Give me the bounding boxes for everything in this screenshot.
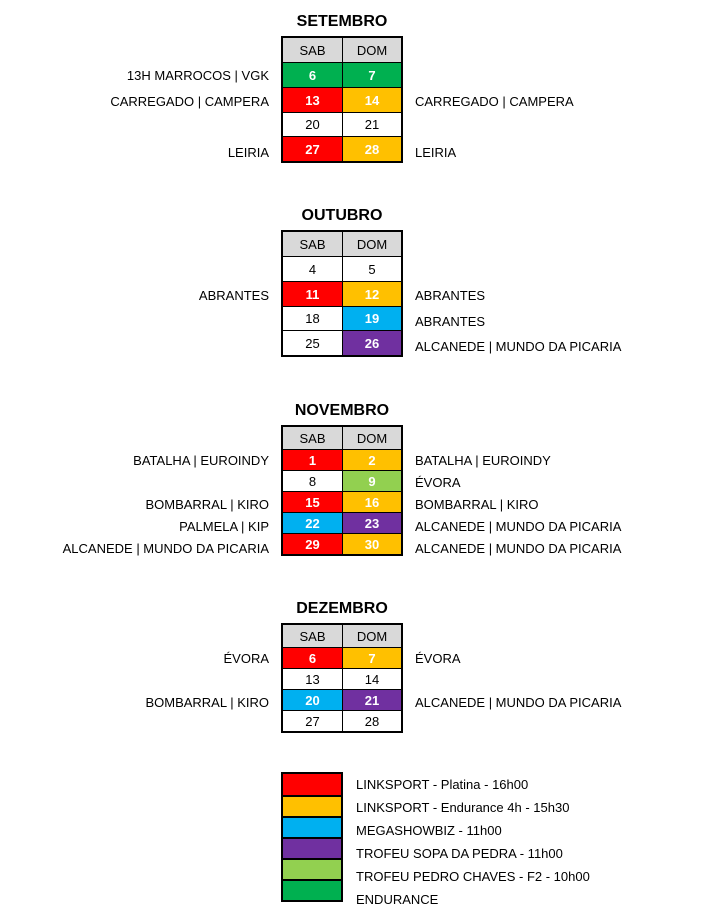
- legend-label: TROFEU PEDRO CHAVES - F2 - 10h00: [356, 869, 590, 884]
- date-row: [283, 491, 401, 512]
- saturday-date-cell: 11: [283, 282, 342, 306]
- legend-swatch-red: [283, 774, 341, 795]
- legend-label: TROFEU SOPA DA PEDRA - 11h00: [356, 846, 563, 861]
- saturday-event-label: BATALHA | EUROINDY: [133, 453, 269, 468]
- month-grid: [281, 623, 403, 733]
- sunday-event-label: ALCANEDE | MUNDO DA PICARIA: [415, 519, 622, 534]
- saturday-event-label: BOMBARRAL | KIRO: [145, 497, 269, 512]
- sunday-date-cell: 14: [342, 88, 401, 112]
- header-dom: DOM: [342, 427, 401, 449]
- legend-label: MEGASHOWBIZ - 11h00: [356, 823, 502, 838]
- legend-swatches: [281, 772, 343, 902]
- saturday-date-cell: 6: [283, 63, 342, 87]
- header-row: [283, 232, 401, 256]
- header-sab: SAB: [283, 625, 342, 647]
- sunday-date-cell: 5: [342, 257, 401, 281]
- sunday-date-cell: 23: [342, 513, 401, 533]
- saturday-event-label: ÉVORA: [223, 651, 269, 666]
- sunday-event-label: ALCANEDE | MUNDO DA PICARIA: [415, 695, 622, 710]
- saturday-event-label: ABRANTES: [198, 288, 269, 303]
- saturday-date-cell: 27: [283, 711, 342, 731]
- date-row: [283, 306, 401, 330]
- saturday-date-cell: 13: [283, 88, 342, 112]
- legend-swatch-orange: [283, 795, 341, 816]
- sunday-date-cell: 9: [342, 471, 401, 491]
- saturday-date-cell: 15: [283, 492, 342, 512]
- legend-label: ENDURANCE: [356, 892, 439, 907]
- date-row: [283, 710, 401, 731]
- header-dom: DOM: [342, 625, 401, 647]
- month-grid: [281, 230, 403, 357]
- legend-label: LINKSPORT - Endurance 4h - 15h30: [356, 800, 570, 815]
- sunday-event-label: ALCANEDE | MUNDO DA PICARIA: [415, 541, 622, 556]
- sunday-date-cell: 21: [342, 690, 401, 710]
- legend-label: LINKSPORT - Platina - 16h00: [356, 777, 529, 792]
- sunday-event-label: ÉVORA: [415, 651, 461, 666]
- saturday-date-cell: 20: [283, 690, 342, 710]
- month-grid: [281, 36, 403, 163]
- saturday-date-cell: 6: [283, 648, 342, 668]
- date-row: [283, 470, 401, 491]
- date-row: [283, 112, 401, 136]
- saturday-event-label: BOMBARRAL | KIRO: [145, 695, 269, 710]
- sunday-event-label: BOMBARRAL | KIRO: [415, 497, 539, 512]
- month-title: NOVEMBRO: [294, 402, 390, 419]
- month-title: OUTUBRO: [301, 207, 383, 224]
- sunday-event-label: CARREGADO | CAMPERA: [415, 94, 574, 109]
- sunday-event-label: ALCANEDE | MUNDO DA PICARIA: [415, 339, 622, 354]
- saturday-date-cell: 25: [283, 331, 342, 355]
- saturday-date-cell: 27: [283, 137, 342, 161]
- date-row: [283, 256, 401, 281]
- saturday-date-cell: 29: [283, 534, 342, 554]
- saturday-event-label: PALMELA | KIP: [179, 519, 269, 534]
- sunday-date-cell: 7: [342, 648, 401, 668]
- sunday-event-label: ABRANTES: [415, 313, 486, 329]
- header-row: [283, 625, 401, 647]
- date-row: [283, 449, 401, 470]
- header-row: [283, 38, 401, 62]
- header-sab: SAB: [283, 38, 342, 62]
- legend-swatch-blue: [283, 816, 341, 837]
- date-row: [283, 689, 401, 710]
- date-row: [283, 647, 401, 668]
- sunday-event-label: LEIRIA: [415, 145, 457, 160]
- header-sab: SAB: [283, 232, 342, 256]
- header-row: [283, 427, 401, 449]
- date-row: [283, 136, 401, 161]
- sunday-date-cell: 7: [342, 63, 401, 87]
- saturday-event-label: 13H MARROCOS | VGK: [126, 68, 269, 83]
- sunday-date-cell: 12: [342, 282, 401, 306]
- legend-swatch-lightgreen: [283, 858, 341, 879]
- saturday-event-label: LEIRIA: [227, 145, 269, 160]
- sunday-event-label: BATALHA | EUROINDY: [415, 453, 551, 468]
- sunday-date-cell: 16: [342, 492, 401, 512]
- date-row: [283, 512, 401, 533]
- saturday-date-cell: 20: [283, 113, 342, 136]
- sunday-date-cell: 2: [342, 450, 401, 470]
- header-dom: DOM: [342, 38, 401, 62]
- date-row: [283, 330, 401, 355]
- legend-swatch-purple: [283, 837, 341, 858]
- saturday-date-cell: 18: [283, 307, 342, 330]
- sunday-date-cell: 26: [342, 331, 401, 355]
- legend-swatch-green: [283, 879, 341, 900]
- date-row: [283, 533, 401, 554]
- saturday-date-cell: 1: [283, 450, 342, 470]
- date-row: [283, 668, 401, 689]
- saturday-date-cell: 4: [283, 257, 342, 281]
- date-row: [283, 281, 401, 306]
- saturday-event-label: ALCANEDE | MUNDO DA PICARIA: [62, 541, 269, 556]
- sunday-event-label: ABRANTES: [415, 288, 486, 303]
- sunday-date-cell: 21: [342, 113, 401, 136]
- month-grid: [281, 425, 403, 556]
- sunday-date-cell: 19: [342, 307, 401, 330]
- saturday-date-cell: 22: [283, 513, 342, 533]
- sunday-date-cell: 14: [342, 669, 401, 689]
- date-row: [283, 87, 401, 112]
- saturday-event-label: CARREGADO | CAMPERA: [110, 94, 269, 109]
- month-title: SETEMBRO: [296, 13, 388, 30]
- month-title: DEZEMBRO: [296, 600, 388, 617]
- header-sab: SAB: [283, 427, 342, 449]
- sunday-date-cell: 30: [342, 534, 401, 554]
- date-row: [283, 62, 401, 87]
- sunday-date-cell: 28: [342, 711, 401, 731]
- sunday-date-cell: 28: [342, 137, 401, 161]
- header-dom: DOM: [342, 232, 401, 256]
- saturday-date-cell: 8: [283, 471, 342, 491]
- saturday-date-cell: 13: [283, 669, 342, 689]
- sunday-event-label: ÉVORA: [415, 475, 461, 490]
